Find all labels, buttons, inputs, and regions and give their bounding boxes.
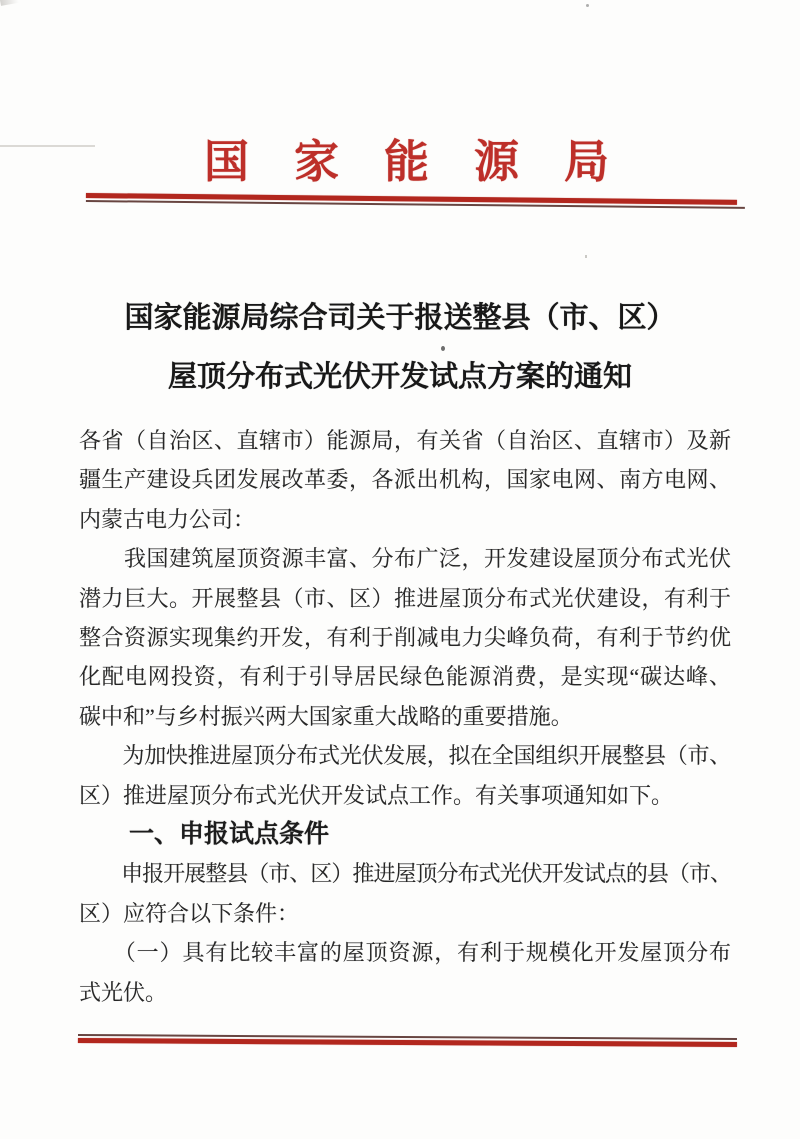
- agency-letterhead: 国家能源局: [204, 137, 655, 187]
- scan-speck: [585, 255, 587, 258]
- scan-streak: [0, 145, 95, 147]
- paragraph-section-1-heading: [79, 815, 731, 854]
- document-body: [79, 421, 731, 1012]
- body-line: 疆生产建设兵团发展改革委，各派出机构，国家电网、南方电网、: [79, 467, 731, 493]
- scan-smudge: [0, 0, 19, 6]
- body-line: 内蒙古电力公司：: [79, 506, 256, 532]
- body-line: 潜力巨大。开展整县（市、区）推进屋顶分布式光伏建设，有利于: [79, 585, 731, 611]
- header-divider-rule: [86, 193, 737, 209]
- document-title: [0, 289, 800, 407]
- body-line: 一、申报试点条件: [79, 820, 330, 849]
- body-line: 化配电网投资，有利于引导居民绿色能源消费，是实现“碳达峰、: [79, 664, 731, 690]
- body-line: 区）应符合以下条件：: [79, 900, 300, 926]
- paragraph-background: [79, 539, 731, 736]
- footer-divider-rule: [78, 1034, 737, 1047]
- paragraph-purpose: [79, 736, 731, 815]
- body-line: 区）推进屋顶分布式光伏开发试点工作。有关事项通知如下。: [79, 782, 674, 808]
- body-line: （一）具有比较丰富的屋顶资源，有利于规模化开发屋顶分布: [79, 940, 731, 966]
- title-line: 屋顶分布式光伏开发试点方案的通知: [167, 361, 632, 393]
- ink-dot: [441, 346, 445, 351]
- paragraph-recipients: [79, 421, 731, 539]
- body-line: 各省（自治区、直辖市）能源局，有关省（自治区、直辖市）及新: [79, 428, 731, 453]
- title-line: 国家能源局综合司关于报送整县（市、区）: [124, 302, 676, 334]
- body-line: 申报开展整县（市、区）推进屋顶分布式光伏开发试点的县（市、: [79, 861, 731, 887]
- body-line: 碳中和”与乡村振兴两大国家重大战略的重要措施。: [79, 703, 573, 729]
- body-line: 整合资源实现集约开发，有利于削减电力尖峰负荷，有利于节约优: [79, 625, 731, 651]
- body-line: 为加快推进屋顶分布式光伏发展，拟在全国组织开展整县（市、: [79, 743, 731, 769]
- scan-speck: [586, 4, 589, 7]
- paragraph-conditions-intro: [79, 854, 731, 933]
- body-line: 我国建筑屋顶资源丰富、分布广泛，开发建设屋顶分布式光伏: [79, 546, 731, 572]
- body-line: 式光伏。: [79, 979, 168, 1005]
- paragraph-condition-1: [79, 933, 731, 1012]
